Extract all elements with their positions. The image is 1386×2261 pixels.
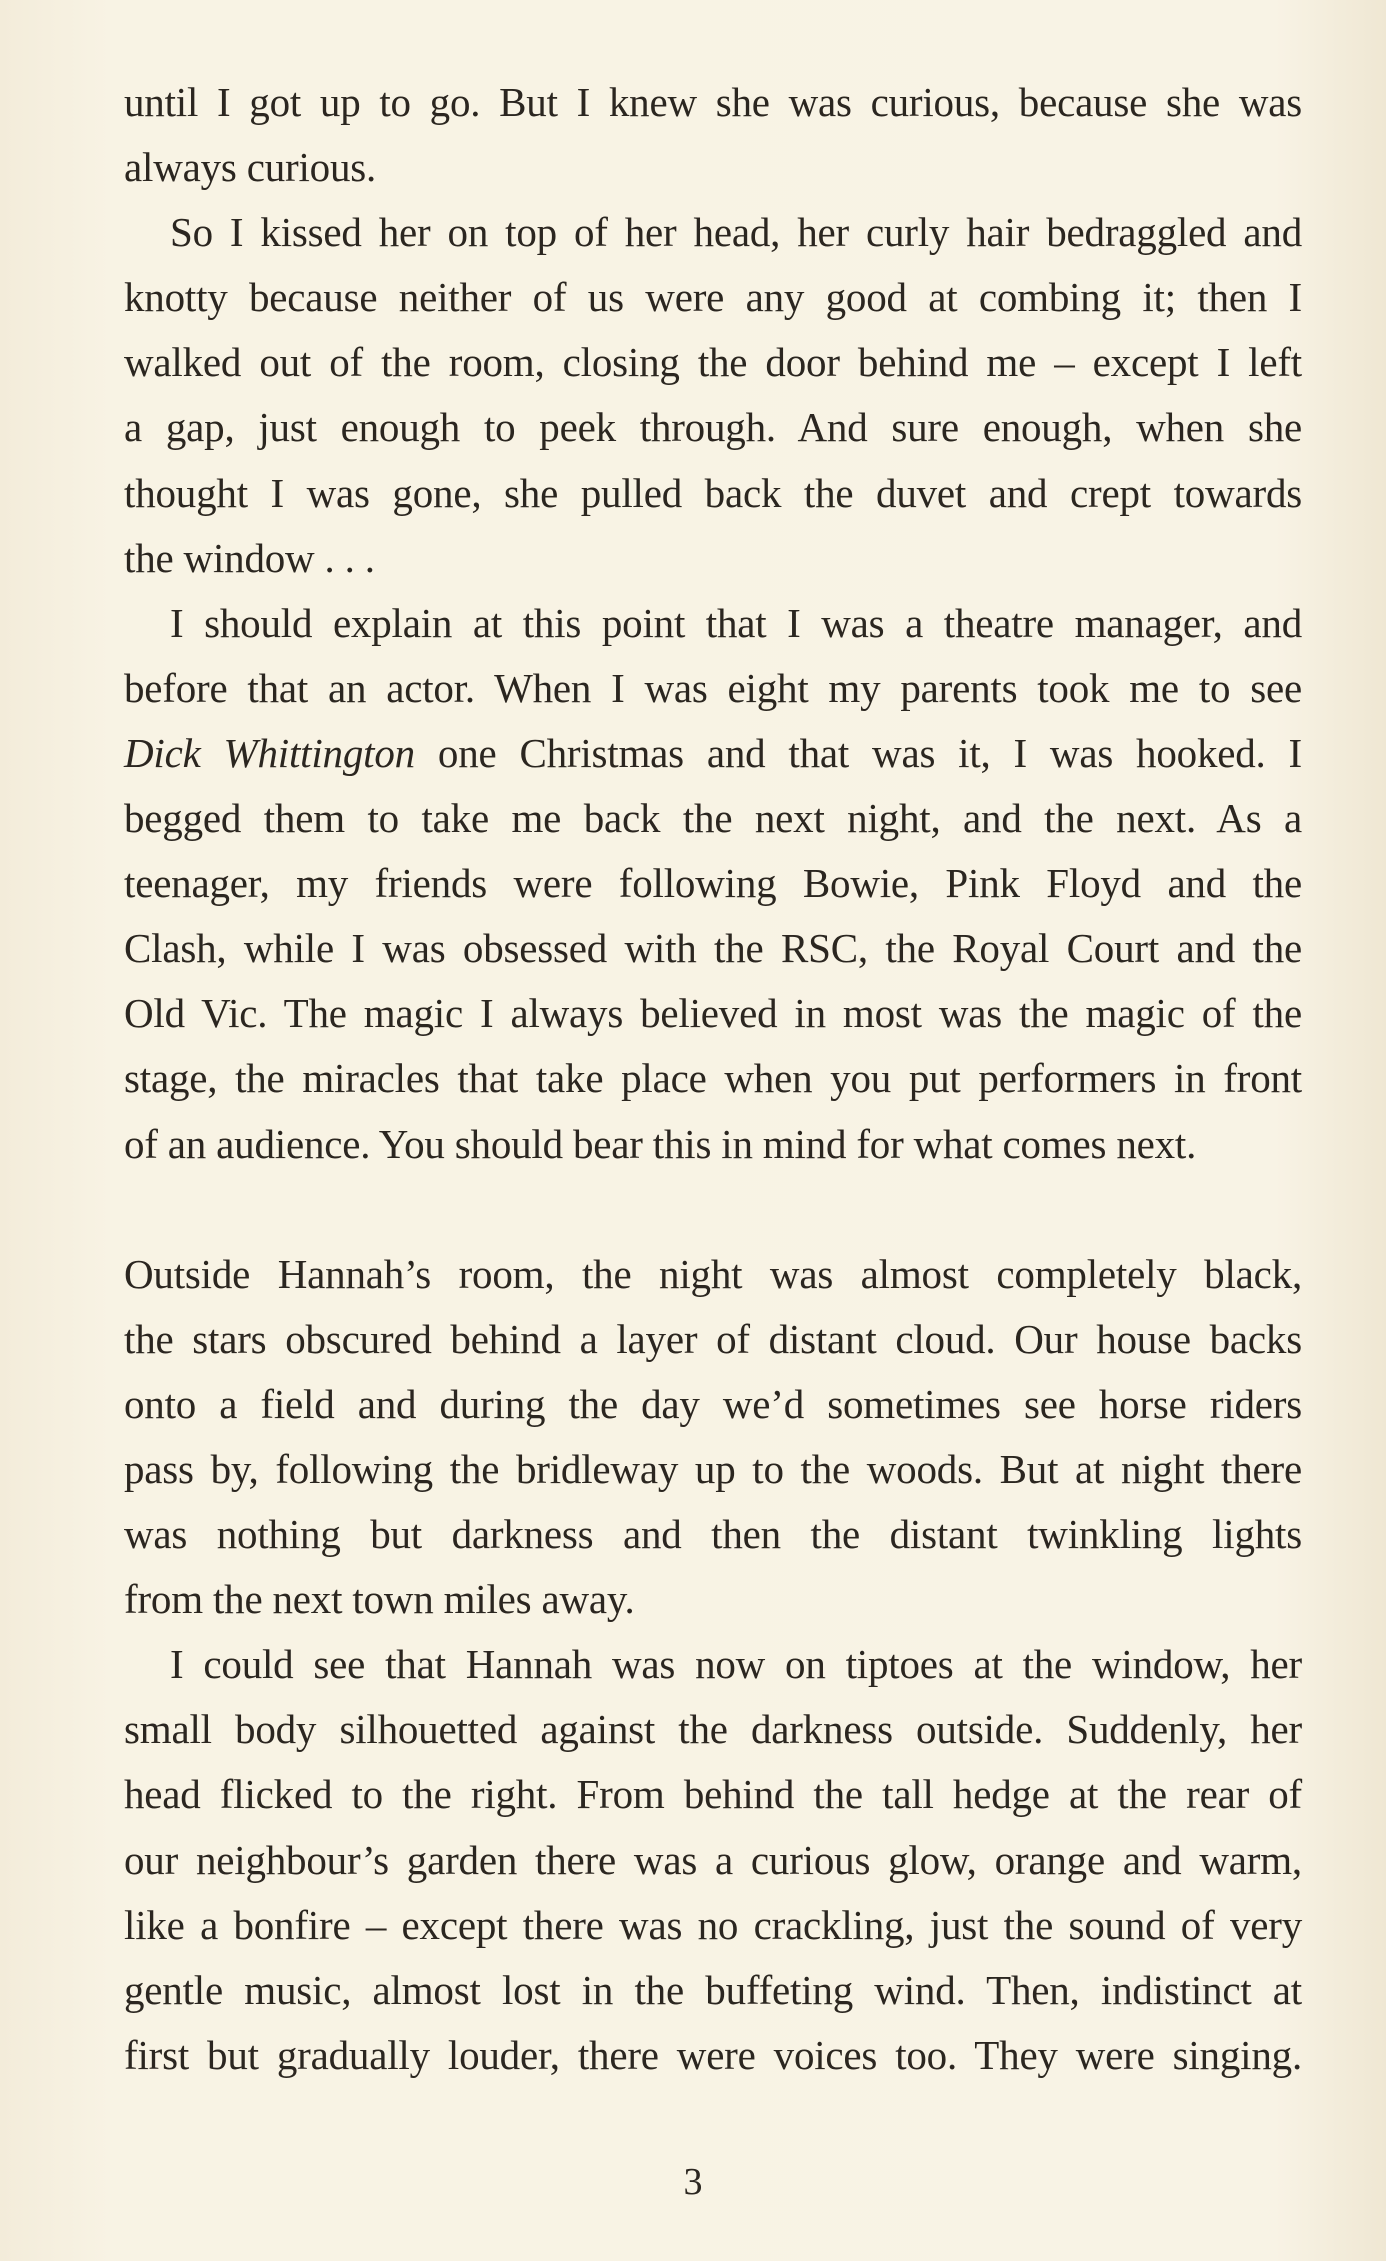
text-line: So I kissed her on top of her head, her curly hair bedraggled and [170,209,1302,256]
text-line: onto a field and during the day we’d sometimes see horse riders [124,1380,1302,1427]
text-line: a gap, just enough to peek through. And sure enough, when she [124,404,1302,451]
body-text [124,70,1302,2088]
text-line: until I got up to go. But I knew she was curious, because she was [124,79,1302,125]
text-line: of an audience. You should bear this in mind for what comes next. [124,1120,1197,1167]
text-line: pass by, following the bridleway up to the woods. But at night there [124,1445,1302,1492]
text-line: small body silhouetted against the darkness outside. Suddenly, her [124,1706,1302,1753]
text-line: before that an actor. When I was eight my parents took me to see [124,664,1302,711]
text-line: knotty because neither of us were any good at combing it; then I [124,274,1302,321]
section-break [124,1177,1302,1242]
text-line: I should explain at this point that I was a theatre manager, and [170,599,1302,646]
text-line: the stars obscured behind a layer of distant cloud. Our house backs [124,1315,1302,1362]
text-line: stage, the miracles that take place when you put performers in front [124,1055,1302,1102]
text-line: Clash, while I was obsessed with the RSC, the Royal Court and the [124,925,1302,972]
text-line: head flicked to the right. From behind the tall hedge at the rear of [124,1771,1302,1818]
text-line: gentle music, almost lost in the buffeting wind. Then, indistinct at [124,1966,1302,2013]
text-line [124,721,1302,786]
text-line: from the next town miles away. [124,1576,635,1623]
text-line: teenager, my friends were following Bowie, Pink Floyd and the [124,860,1302,907]
text-line: was nothing but darkness and then the distant twinkling lights [124,1511,1302,1558]
text-line: the window . . . [124,534,375,581]
text-line: always curious. [124,144,377,191]
text-line: Old Vic. The magic I always believed in most was the magic of the [124,990,1302,1037]
page-number: 3 [683,2161,703,2203]
italic-title: Dick Whittington [124,729,415,776]
text-line-rest: one Christmas and that was it, I was hooked. I [414,729,1302,776]
text-line: like a bonfire – except there was no crackling, just the sound of very [124,1901,1302,1948]
text-line: thought I was gone, she pulled back the duvet and crept towards [124,469,1302,516]
text-line: our neighbour’s garden there was a curious glow, orange and warm, [124,1836,1302,1883]
text-line: walked out of the room, closing the door behind me – except I left [124,339,1302,386]
text-line: I could see that Hannah was now on tiptoes at the window, her [170,1641,1302,1688]
text-line: begged them to take me back the next night, and the next. As a [124,795,1302,842]
text-line: first but gradually louder, there were voices too. They were singing. [124,2031,1302,2078]
text-line: Outside Hannah’s room, the night was almost completely black, [124,1250,1302,1297]
